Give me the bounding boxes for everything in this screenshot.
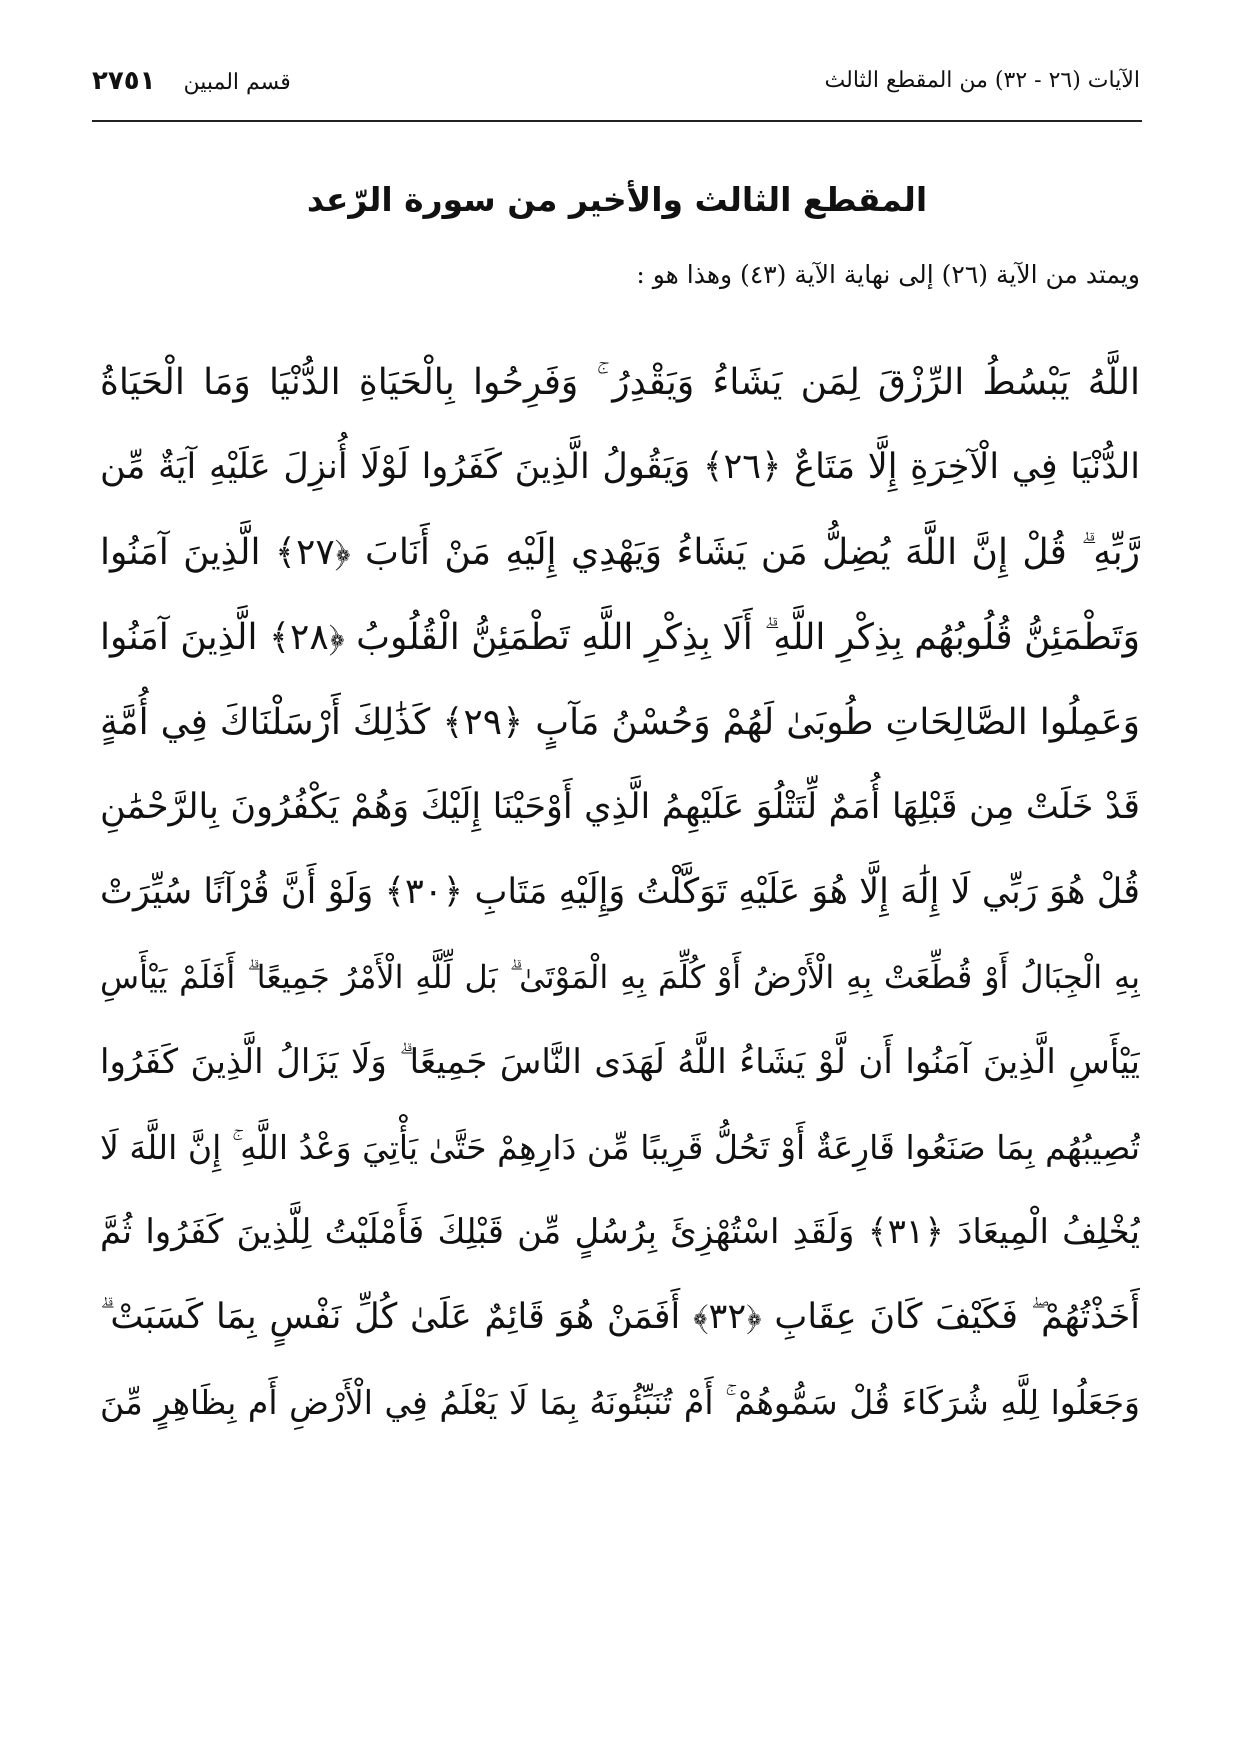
quran-line-11: يُخْلِفُ الْمِيعَادَ ﴿٣١﴾ وَلَقَدِ اسْتُهْزِئَ بِرُسُلٍ مِّن قَبْلِكَ فَأَمْلَيْتُ لِلَّذِينَ كَفَرُوا ثُمَّ xyxy=(100,1212,1140,1252)
page-number: ٢٧٥١ xyxy=(92,66,156,96)
running-header xyxy=(92,62,1140,112)
header-left-group xyxy=(92,66,291,96)
quran-line-3: رَّبِّهِ ۗ قُلْ إِنَّ اللَّهَ يُضِلُّ مَن يَشَاءُ وَيَهْدِي إِلَيْهِ مَنْ أَنَابَ ﴿٢٧﴾ الَّذِينَ آمَنُوا xyxy=(100,532,1140,573)
quran-line-10: تُصِيبُهُم بِمَا صَنَعُوا قَارِعَةٌ أَوْ تَحُلُّ قَرِيبًا مِّن دَارِهِمْ حَتَّىٰ يَأْتِيَ وَعْدُ اللَّهِ ۚ إِنَّ اللَّهَ لَا xyxy=(100,1128,1140,1167)
quran-line-12: أَخَذْتُهُمْ ۖ فَكَيْفَ كَانَ عِقَابِ ﴿٣٢﴾ أَفَمَنْ هُوَ قَائِمٌ عَلَىٰ كُلِّ نَفْسٍ بِمَا كَسَبَتْ ۗ xyxy=(100,1297,1140,1337)
quran-line-6: قَدْ خَلَتْ مِن قَبْلِهَا أُمَمٌ لِّتَتْلُوَ عَلَيْهِمُ الَّذِي أَوْحَيْنَا إِلَيْكَ وَهُمْ يَكْفُرُونَ بِالرَّحْمَٰنِ xyxy=(100,787,1140,827)
quran-line-1: اللَّهُ يَبْسُطُ الرِّزْقَ لِمَن يَشَاءُ وَيَقْدِرُ ۚ وَفَرِحُوا بِالْحَيَاةِ الدُّنْيَا وَمَا الْحَيَاةُ xyxy=(100,362,1140,403)
quran-line-2: الدُّنْيَا فِي الْآخِرَةِ إِلَّا مَتَاعٌ ﴿٢٦﴾ وَيَقُولُ الَّذِينَ كَفَرُوا لَوْلَا أُنزِلَ عَلَيْهِ آيَةٌ مِّن xyxy=(100,447,1140,487)
quran-line-8: بِهِ الْجِبَالُ أَوْ قُطِّعَتْ بِهِ الْأَرْضُ أَوْ كُلِّمَ بِهِ الْمَوْتَىٰ ۗ بَل لِّلَّهِ الْأَمْرُ جَمِيعًا ۗ أَفَلَمْ يَيْأَسِ xyxy=(100,958,1140,996)
quran-line-13: وَجَعَلُوا لِلَّهِ شُرَكَاءَ قُلْ سَمُّوهُمْ ۚ أَمْ تُنَبِّئُونَهُ بِمَا لَا يَعْلَمُ فِي الْأَرْضِ أَم بِظَاهِرٍ مِّنَ xyxy=(100,1383,1140,1422)
chapter-title: المقطع الثالث والأخير من سورة الرّعد xyxy=(306,180,928,219)
quran-line-7: قُلْ هُوَ رَبِّي لَا إِلَٰهَ إِلَّا هُوَ عَلَيْهِ تَوَكَّلْتُ وَإِلَيْهِ مَتَابِ ﴿٣٠﴾ وَلَوْ أَنَّ قُرْآنًا سُيِّرَتْ xyxy=(100,872,1140,912)
intro-line: ويمتد من الآية (٢٦) إلى نهاية الآية (٤٣) وهذا هو : xyxy=(636,260,1140,289)
quran-line-5: وَعَمِلُوا الصَّالِحَاتِ طُوبَىٰ لَهُمْ وَحُسْنُ مَآبٍ ﴿٢٩﴾ كَذَٰلِكَ أَرْسَلْنَاكَ فِي أُمَّةٍ xyxy=(100,702,1140,743)
quran-line-9: يَيْأَسِ الَّذِينَ آمَنُوا أَن لَّوْ يَشَاءُ اللَّهُ لَهَدَى النَّاسَ جَمِيعًا ۗ وَلَا يَزَالُ الَّذِينَ كَفَرُوا xyxy=(100,1042,1140,1082)
quran-line-4: وَتَطْمَئِنُّ قُلُوبُهُم بِذِكْرِ اللَّهِ ۗ أَلَا بِذِكْرِ اللَّهِ تَطْمَئِنُّ الْقُلُوبُ ﴿٢٨﴾ الَّذِينَ آمَنُوا xyxy=(100,617,1140,658)
quran-text-block xyxy=(100,340,1140,1445)
header-part-label: قسم المبين xyxy=(183,70,291,95)
header-section-range: الآيات (٢٦ - ٣٢) من المقطع الثالث xyxy=(824,68,1140,93)
header-divider xyxy=(92,120,1142,122)
